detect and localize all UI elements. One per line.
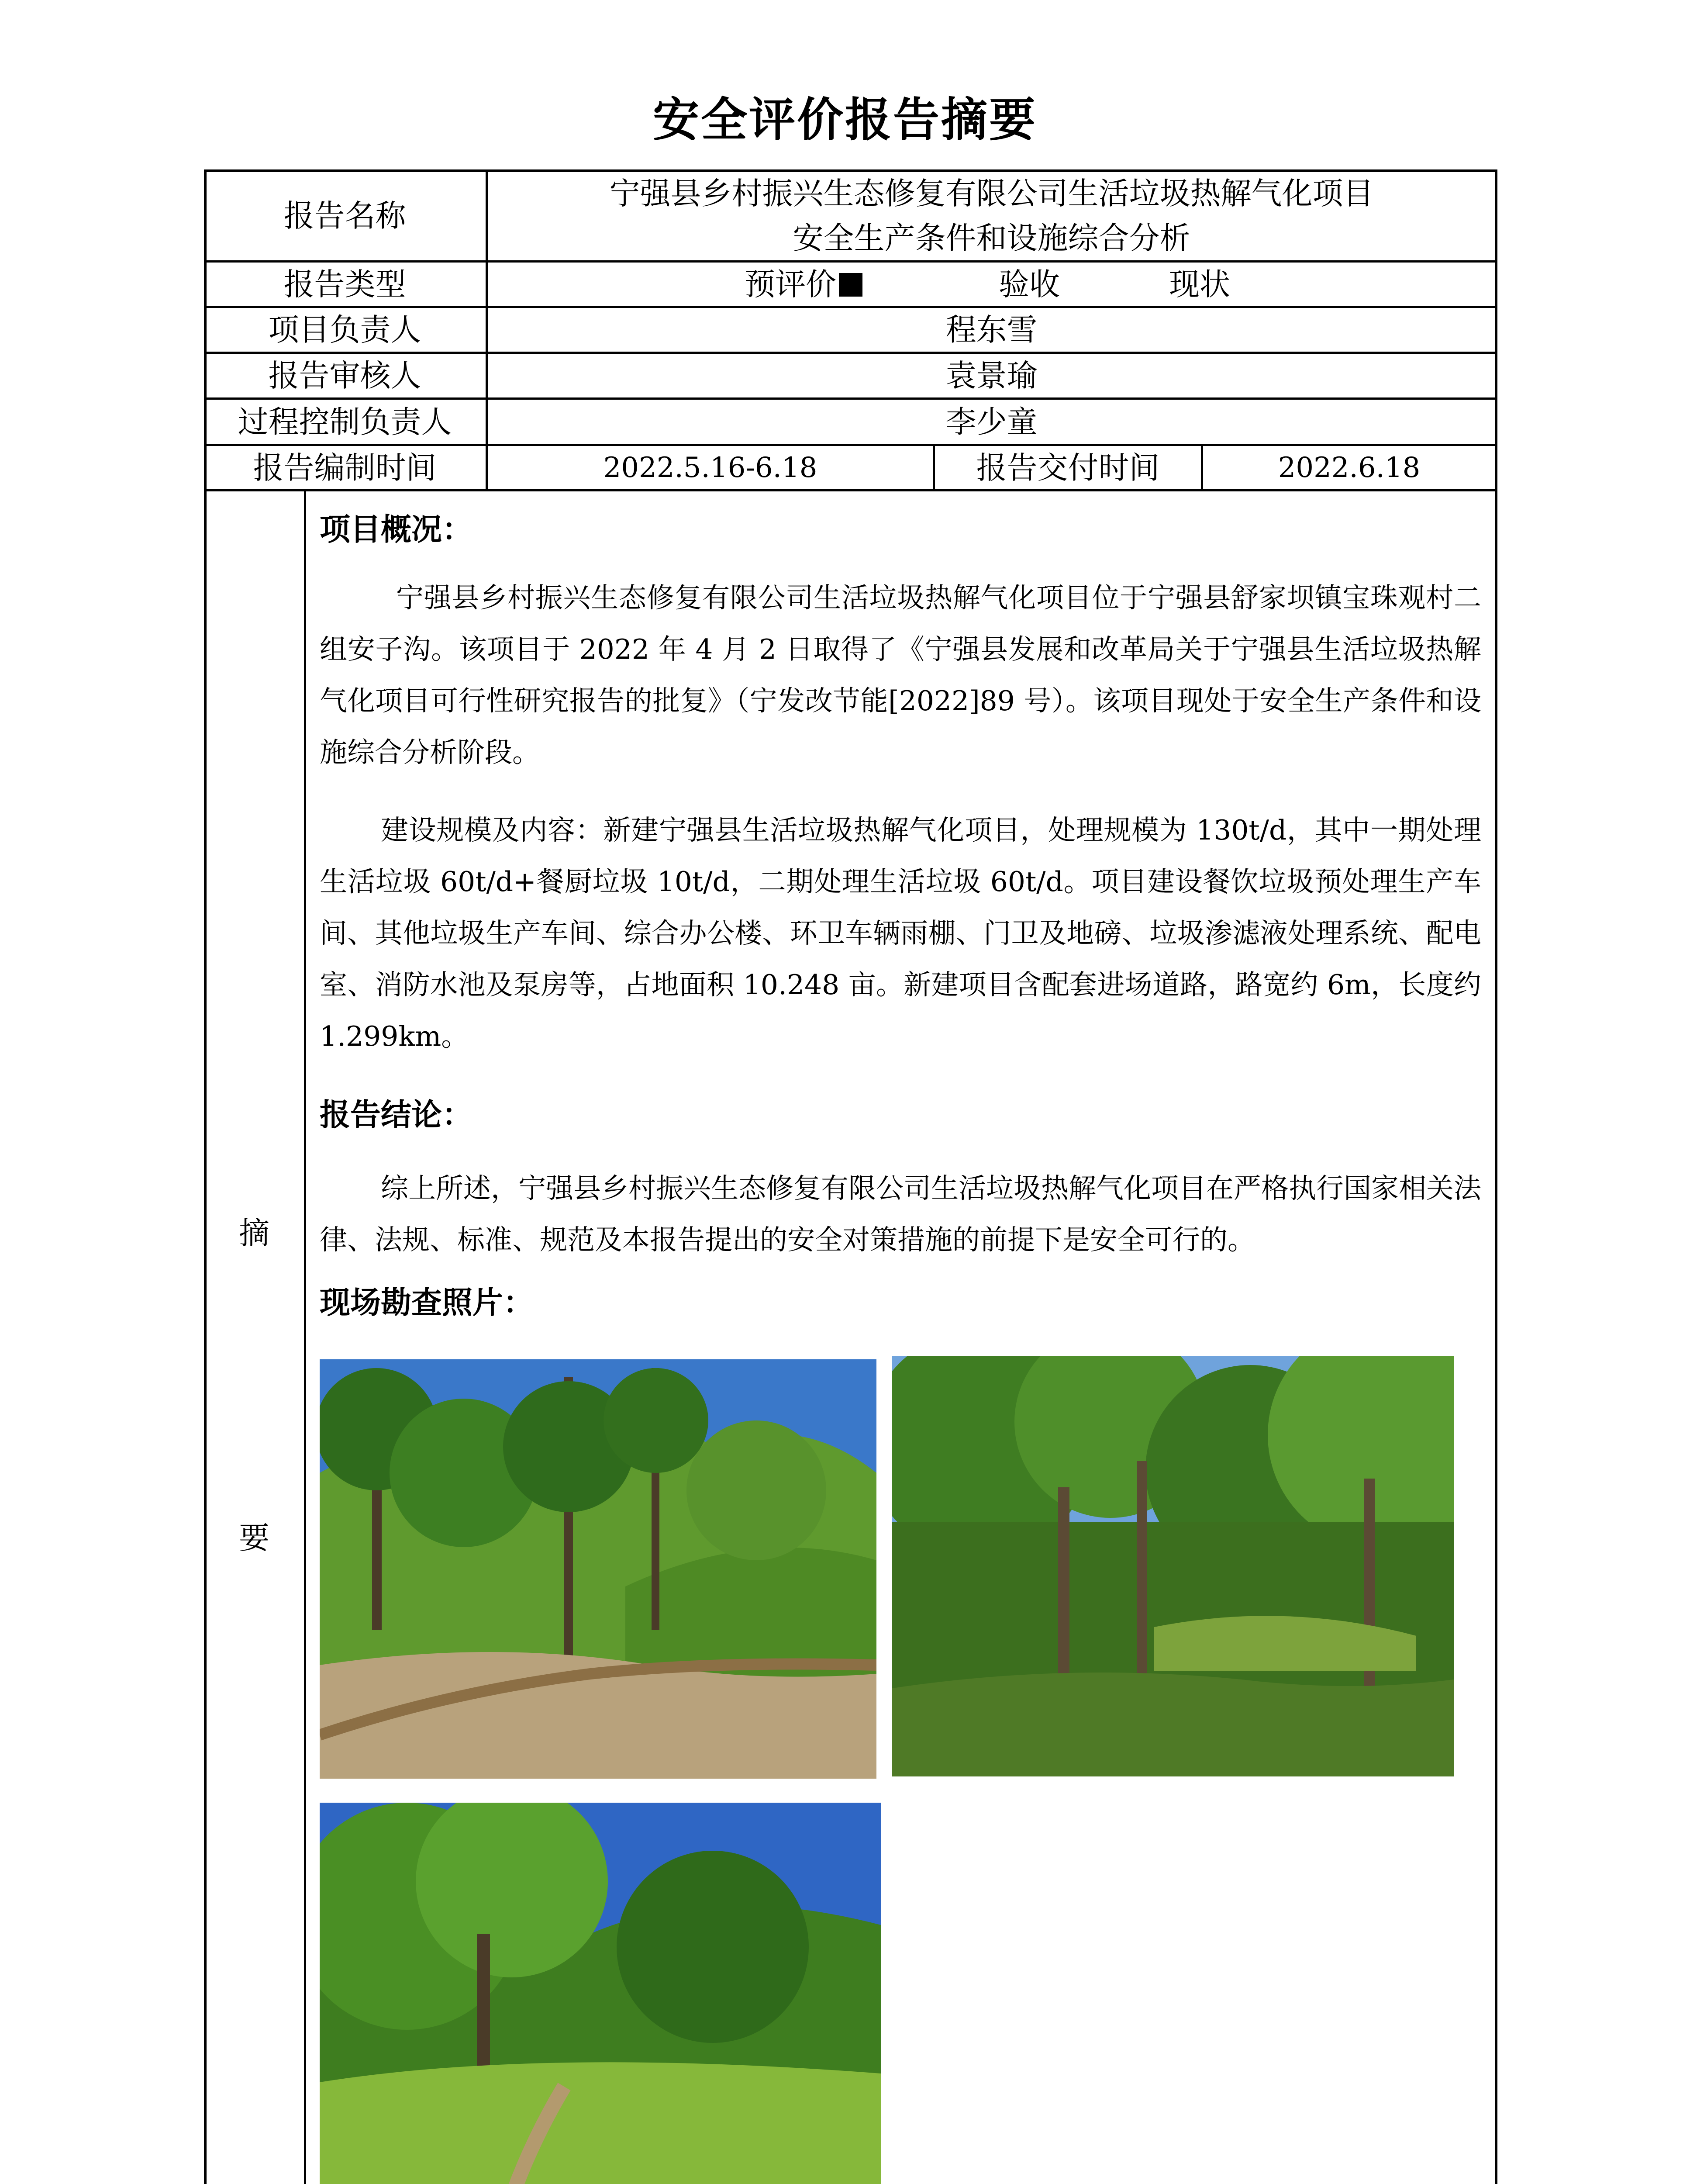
site-photo-1 — [320, 1359, 876, 1779]
column-divider — [304, 489, 306, 2184]
selected-checkbox-icon — [839, 273, 862, 297]
report-name-line-2: 安全生产条件和设施综合分析 — [793, 220, 1190, 256]
project-lead-label: 项目负责人 — [268, 312, 421, 348]
compile-time-label: 报告编制时间 — [253, 449, 437, 486]
photos-heading: 现场勘查照片： — [320, 1285, 534, 1320]
summary-side-label-2: 要 — [239, 1520, 269, 1556]
report-name-label: 报告名称 — [283, 197, 406, 234]
reviewer-value: 袁景瑜 — [945, 358, 1038, 394]
overview-heading: 项目概况： — [320, 511, 473, 547]
document-title: 安全评价报告摘要 — [653, 93, 1037, 147]
reviewer-label: 报告审核人 — [268, 358, 421, 394]
report-type-option-pre-evaluation: 预评价 — [745, 266, 836, 302]
site-photo-2 — [892, 1356, 1454, 1776]
site-photo-3 — [320, 1803, 881, 2184]
conclusion-paragraph: 综上所述，宁强县乡村振兴生态修复有限公司生活垃圾热解气化项目在严格执行国家相关法律、法规、标准、规范及本报告提出的安全对策措施的前提下是安全可行的。 — [320, 1172, 1481, 1256]
report-name-line-1: 宁强县乡村振兴生态修复有限公司生活垃圾热解气化项目 — [609, 175, 1374, 211]
compile-time-value: 2022.5.16-6.18 — [603, 451, 817, 484]
delivery-time-label: 报告交付时间 — [976, 449, 1160, 486]
process-control-label: 过程控制负责人 — [238, 404, 452, 440]
report-type-label: 报告类型 — [283, 266, 406, 302]
report-type-option-current: 现状 — [1169, 266, 1230, 302]
overview-paragraph-1: 宁强县乡村振兴生态修复有限公司生活垃圾热解气化项目位于宁强县舒家坝镇宝珠观村二组安子沟。该项目于 2022 年 4 月 2 日取得了《宁强县发展和改革局关于宁强县生活垃圾热解气化项目可行性研究报告的批复》（宁发改节能[2022]89 号）。该项目现处于安全生产条件和设施综合分析阶段。 — [320, 582, 1481, 768]
conclusion-heading: 报告结论： — [320, 1097, 473, 1133]
process-control-value: 李少童 — [945, 404, 1038, 440]
report-type-option-acceptance: 验收 — [999, 266, 1060, 302]
overview-paragraph-2: 建设规模及内容：新建宁强县生活垃圾热解气化项目，处理规模为 130t/d，其中一期处理生活垃圾 60t/d+餐厨垃圾 10t/d，二期处理生活垃圾 60t/d。项目建设餐饮垃圾预处理生产车间、其他垃圾生产车间、综合办公楼、环卫车辆雨棚、门卫及地磅、垃圾渗滤液处理系统、配电室、消防水池及泵房等，占地面积 10.248 亩。新建项目含配套进场道路，路宽约 6m，长度约 1.299km。 — [320, 814, 1481, 1052]
project-lead-value: 程东雪 — [945, 312, 1038, 348]
summary-side-label-1: 摘 — [239, 1215, 269, 1251]
delivery-time-value: 2022.6.18 — [1278, 451, 1421, 484]
report-name-value — [488, 171, 1495, 260]
report-type-value — [488, 263, 1495, 306]
